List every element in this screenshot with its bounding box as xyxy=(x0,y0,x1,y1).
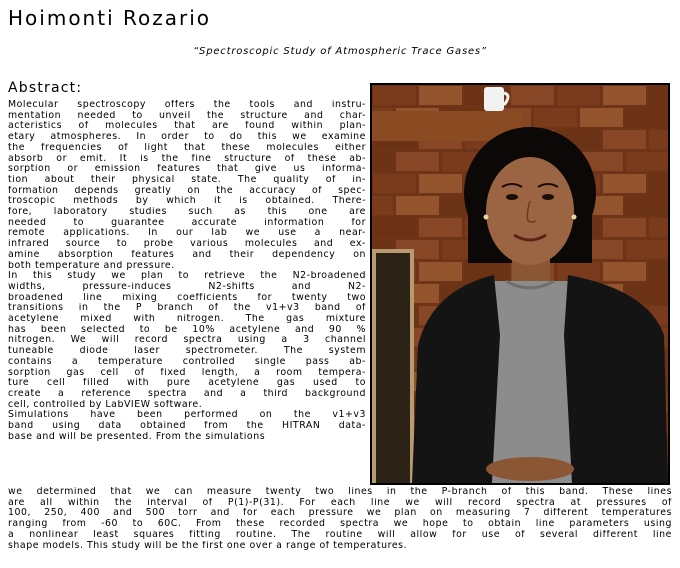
abstract-line: troscopic methods by which it is obtained. There- xyxy=(8,196,366,207)
abstract-line: a nonlinear least squares fitting routine. The routine will allow for use of several different line xyxy=(8,529,672,540)
abstract-line: widths, pressure-induces N2-shifts and N2- xyxy=(8,281,366,292)
abstract-line: sorption gas cell of fixed length, a room tempera- xyxy=(8,367,366,378)
portrait-illustration xyxy=(372,85,668,483)
abstract-line: formation depends greatly on the accuracy of spec- xyxy=(8,185,366,196)
abstract-line: etary atmospheres. In order to do this we examine xyxy=(8,132,366,143)
abstract-line: ture cell filled with pure acetylene gas used to xyxy=(8,378,366,389)
abstract-line: ranging from -60 to 60C. From these recorded spectra we hope to obtain line parameters using xyxy=(8,519,672,530)
abstract-line: create a reference spectra and a third background xyxy=(8,388,366,399)
abstract-line: Simulations have been performed on the v1+v3 xyxy=(8,410,366,421)
abstract-body-side xyxy=(8,100,366,443)
abstract-line: absorb or emit. It is the fine structure of these ab- xyxy=(8,153,366,164)
abstract-line: tuneable diode laser spectrometer. The system xyxy=(8,346,366,357)
abstract-line: acetylene mixed with nitrogen. The gas mixture xyxy=(8,314,366,325)
abstract-line: has been selected to be 10% acetylene and 90 % xyxy=(8,324,366,335)
abstract-line: acteristics of molecules that are found within plan- xyxy=(8,121,366,132)
abstract-line: fore, laboratory studies such as this one are xyxy=(8,207,366,218)
abstract-line: the frequencies of light that these molecules either xyxy=(8,142,366,153)
abstract-line: contains a temperature controlled single pass ab- xyxy=(8,356,366,367)
abstract-line: broadened line mixing coefficients for twenty two xyxy=(8,292,366,303)
abstract-line: needed to guarantee accurate information for xyxy=(8,217,366,228)
abstract-line: mentation needed to unveil the structure and char- xyxy=(8,110,366,121)
abstract-line: 100, 250, 400 and 500 torr and for each pressure we plan on measuring 7 different temperatures xyxy=(8,508,672,519)
abstract-line: tion about their physical state. The quality of in- xyxy=(8,174,366,185)
abstract-line: In this study we plan to retrieve the N2-broadened xyxy=(8,271,366,282)
portrait-photo xyxy=(370,83,670,485)
abstract-line: cell, controlled by LabVIEW software. xyxy=(8,399,203,410)
abstract-line: remote applications. In our lab we use a near- xyxy=(8,228,366,239)
talk-title: “Spectroscopic Study of Atmospheric Trace Gases” xyxy=(193,46,487,57)
abstract-line: shape models. This study will be the first one over a range of temperatures. xyxy=(8,540,408,551)
abstract-line: are all within the interval of P(1)-P(31). For each line we will record spectra at pressures of xyxy=(8,497,672,508)
abstract-line: nitrogen. We will record spectra using a 3 channel xyxy=(8,335,366,346)
abstract-line: amine absorption features and their dependency on xyxy=(8,249,366,260)
abstract-line: both temperature and pressure. xyxy=(8,260,175,271)
mug-icon xyxy=(484,87,504,111)
abstract-line: Molecular spectroscopy offers the tools and instru- xyxy=(8,100,366,110)
abstract-line: transitions in the P branch of the v1+v3 band of xyxy=(8,303,366,314)
abstract-line: we determined that we can measure twenty two lines in the P-branch of this band. These lines xyxy=(8,487,672,497)
abstract-heading: Abstract: xyxy=(8,80,83,96)
abstract-line: sorption or emission features that give us informa- xyxy=(8,164,366,175)
abstract-line: band using data obtained from the HITRAN data- xyxy=(8,421,366,432)
abstract-body-full xyxy=(8,487,672,551)
author-name: Hoimonti Rozario xyxy=(8,6,211,30)
abstract-line: infrared source to probe various molecules and ex- xyxy=(8,239,366,250)
abstract-line: base and will be presented. From the simulations xyxy=(8,431,266,442)
